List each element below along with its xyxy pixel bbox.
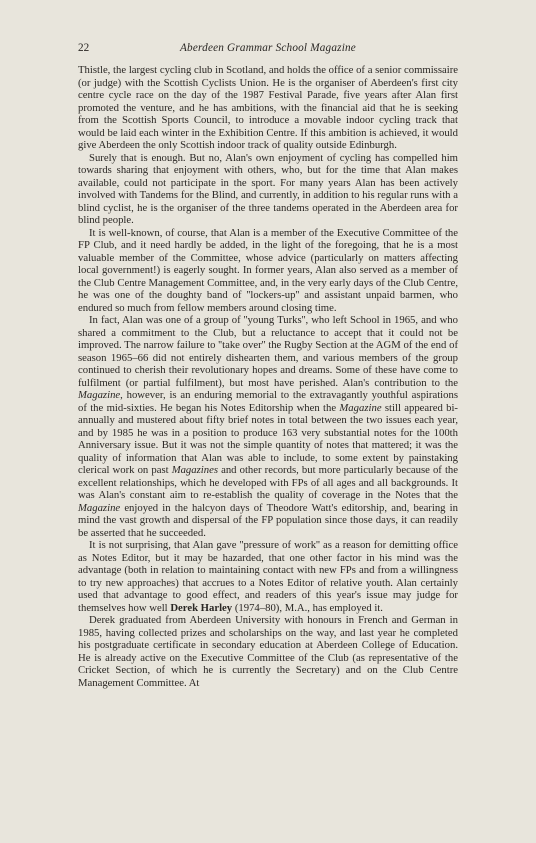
magazine-italic: Magazine: [78, 389, 121, 401]
paragraph-derek-harley: Derek graduated from Aberdeen University with honours in French and German in 1985, having collected prizes and scholarships on the way, and last year he completed his postgraduate certificate in secondary education at Aberdeen College of Education. He is already active on the Executive Committee of the Club (as representative of the Cricket Section, of which he is currently the Secretary) and on the Club Centre Management Committee. At: [78, 614, 458, 689]
magazine-title: Aberdeen Grammar School Magazine: [180, 42, 356, 54]
article-body: [78, 64, 458, 689]
text-run: It is not surprising, that Alan gave ''pressure of work'' as a reason for demitting office as Notes Editor, but it may be hazarded, that one other factor in his mind was the advantage (both in relation to maintaining contact with new FPs and from a willingness to try new approaches) that accrues to a Notes Editor of relative youth. Alan certainly used that advantage to good effect, and readers of this year's issue may judge for themselves how well: [78, 539, 458, 614]
paragraph-executive-committee: It is well-known, of course, that Alan is a member of the Executive Committee of the FP Club, and it need hardly be added, in the light of the foregoing, that he is a most valuable member of the Committee, whose advice (particularly on matters affecting local government!) is eagerly sought. In former years, Alan also served as a member of the Club Centre Management Committee, and, in the very early days of the Club Centre, he was one of the doughty band of ''lockers-up'' and assistant unpaid barmen, who endured so much from fellow members around closing time.: [78, 226, 458, 314]
text-run: In fact, Alan was one of a group of ''young Turks'', who left School in 1965, and who shared a commitment to the Club, but a reluctance to accept that it could not be improved. The narrow failure to ''take over'' the Rugby Section at the AGM of the end of season 1965–66 did not entirely dishearten them, and various members of the group continued to cherish their revolutionary hopes and dreams. Some of these have come to fulfilment (or partial fulfilment), but most have perished. Alan's contribution to the: [78, 314, 458, 389]
text-run: , however, is an enduring memorial to the extravagantly youthful aspirations of the mid-sixties. He began his Notes Editorship when the: [78, 389, 458, 414]
text-run: enjoyed in the halcyon days of Theodore Watt's editorship, and, bearing in mind the vast growth and dispersal of the FP population since those days, it can readily be asserted that he succeeded.: [78, 501, 458, 539]
person-name-bold: Derek Harley: [170, 601, 233, 614]
magazine-italic: Magazine: [339, 401, 382, 414]
magazines-italic: Magazines: [171, 464, 218, 476]
paragraph-notes-editor: [78, 539, 458, 614]
page-number: 22: [78, 42, 90, 54]
magazine-italic: Magazine: [78, 501, 121, 514]
paragraph-young-turks: [78, 314, 458, 539]
text-run: (1974–80), M.A., has employed it.: [232, 601, 383, 614]
text-run: still appeared bi-annually and mustered about fifty brief notes in total between the two issues each year, and by 1985 he was in a position to produce 163 very substantial notes for the 100th Anniversary issue. But it was not the simple quantity of notes that mattered; it was the quality of information that Alan was able to include, to some extent by painstaking clerical work on past: [78, 401, 458, 476]
paragraph-tandems: Surely that is enough. But no, Alan's own enjoyment of cycling has compelled him towards sharing that enjoyment with others, who, but for the time that Alan makes available, could not participate in the sport. For many years Alan has been actively involved with Tandems for the Blind, and currently, in addition to his regular runs with a blind cyclist, he is the organiser of the three tandems operated in the Aberdeen area for blind people.: [78, 151, 458, 226]
running-head: [78, 40, 458, 56]
paragraph-cycling-club: Thistle, the largest cycling club in Scotland, and holds the office of a senior commissaire (or judge) with the Scottish Cyclists Union. He is the organiser of Aberdeen's first city centre cycle race on the day of the 1987 Festival Parade, five years after Alan first promoted the venture, and he has ambitions, with the financial aid that he is seeking from the Scottish Sports Council, to introduce a movable indoor cycling track that would be laid each winter in the Exhibition Centre. If this ambition is achieved, it would give Aberdeen the only Scottish indoor track of quality outside Edinburgh.: [78, 64, 458, 151]
text-run: and other records, but more particularly because of the excellent relationships, which he developed with FPs of all ages and all backgrounds. It was Alan's constant aim to re-establish the quality of coverage in the Notes that the: [78, 464, 459, 501]
